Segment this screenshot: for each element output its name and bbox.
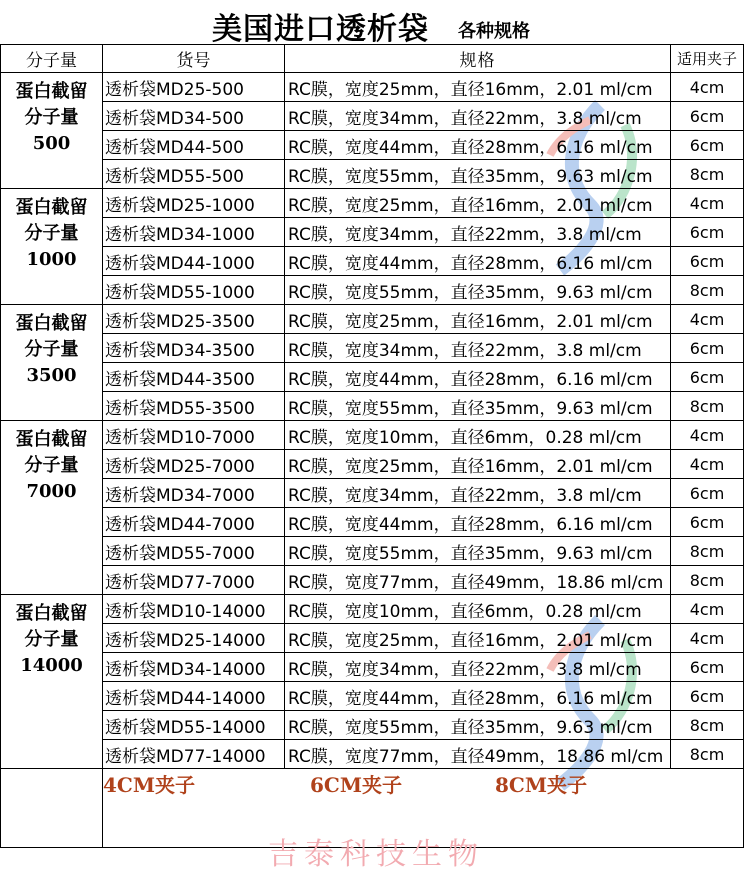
model-cell: 透析袋MD25-7000 xyxy=(103,450,285,479)
spec-cell: RC膜，宽度34mm，直径22mm，3.8 ml/cm xyxy=(285,218,671,247)
header-clip: 适用夹子 xyxy=(671,45,744,73)
table-body xyxy=(1,73,744,769)
table-row xyxy=(1,653,744,682)
mw-group-label-line: 3500 xyxy=(26,365,77,386)
clip-cell: 8cm xyxy=(671,711,744,740)
table-row xyxy=(1,73,744,102)
model-cell: 透析袋MD55-7000 xyxy=(103,537,285,566)
clip-cell: 6cm xyxy=(671,653,744,682)
header-row xyxy=(1,45,744,73)
page-title: 美国进口透析袋 xyxy=(212,12,429,47)
model-cell: 透析袋MD25-500 xyxy=(103,73,285,102)
model-cell: 透析袋MD55-14000 xyxy=(103,711,285,740)
clip-cell: 8cm xyxy=(671,537,744,566)
spec-cell: RC膜，宽度55mm，直径35mm，9.63 ml/cm xyxy=(285,711,671,740)
clip-label-8cm: 8CM夹子 xyxy=(495,773,587,797)
model-cell: 透析袋MD44-1000 xyxy=(103,247,285,276)
spec-cell: RC膜，宽度44mm，直径28mm，6.16 ml/cm xyxy=(285,682,671,711)
mw-group-label-line: 蛋白截留 xyxy=(15,429,88,450)
model-cell: 透析袋MD25-1000 xyxy=(103,189,285,218)
mw-group-label-line: 14000 xyxy=(20,655,83,676)
clip-cell: 4cm xyxy=(671,450,744,479)
clip-cell: 8cm xyxy=(671,740,744,769)
clip-cell: 4cm xyxy=(671,421,744,450)
model-cell: 透析袋MD34-500 xyxy=(103,102,285,131)
model-cell: 透析袋MD34-3500 xyxy=(103,334,285,363)
table-row xyxy=(1,392,744,421)
mw-group-label-line: 蛋白截留 xyxy=(15,81,88,102)
clip-label-6cm: 6CM夹子 xyxy=(310,773,402,797)
mw-group-label-line: 分子量 xyxy=(24,629,79,650)
table-row xyxy=(1,276,744,305)
model-cell: 透析袋MD10-14000 xyxy=(103,595,285,624)
model-cell: 透析袋MD77-14000 xyxy=(103,740,285,769)
spec-cell: RC膜，宽度34mm，直径22mm，3.8 ml/cm xyxy=(285,334,671,363)
table-row xyxy=(1,566,744,595)
spec-cell: RC膜，宽度10mm，直径6mm，0.28 ml/cm xyxy=(285,421,671,450)
spec-table xyxy=(0,44,744,848)
brand-watermark: 吉泰科技生物 xyxy=(268,837,484,872)
table-row xyxy=(1,595,744,624)
spec-cell: RC膜，宽度44mm，直径28mm，6.16 ml/cm xyxy=(285,363,671,392)
clip-cell: 8cm xyxy=(671,160,744,189)
spec-cell: RC膜，宽度44mm，直径28mm，6.16 ml/cm xyxy=(285,247,671,276)
model-cell: 透析袋MD55-3500 xyxy=(103,392,285,421)
clip-cell: 8cm xyxy=(671,276,744,305)
table-row xyxy=(1,247,744,276)
spec-cell: RC膜，宽度25mm，直径16mm，2.01 ml/cm xyxy=(285,73,671,102)
clip-cell: 6cm xyxy=(671,334,744,363)
clip-cell: 8cm xyxy=(671,566,744,595)
mw-group-label-line: 分子量 xyxy=(24,107,79,128)
spec-cell: RC膜，宽度55mm，直径35mm，9.63 ml/cm xyxy=(285,537,671,566)
clip-cell: 6cm xyxy=(671,479,744,508)
table-row xyxy=(1,305,744,334)
model-cell: 透析袋MD55-1000 xyxy=(103,276,285,305)
table-row xyxy=(1,682,744,711)
table-row xyxy=(1,537,744,566)
spec-cell: RC膜，宽度25mm，直径16mm，2.01 ml/cm xyxy=(285,305,671,334)
table-row xyxy=(1,421,744,450)
mw-group-label-line: 1000 xyxy=(26,249,77,270)
spec-cell: RC膜，宽度44mm，直径28mm，6.16 ml/cm xyxy=(285,131,671,160)
spec-cell: RC膜，宽度55mm，直径35mm，9.63 ml/cm xyxy=(285,276,671,305)
model-cell: 透析袋MD44-500 xyxy=(103,131,285,160)
model-cell: 透析袋MD44-14000 xyxy=(103,682,285,711)
table-row xyxy=(1,189,744,218)
mw-group-label-line: 分子量 xyxy=(24,223,79,244)
model-cell: 透析袋MD55-500 xyxy=(103,160,285,189)
clip-cell: 4cm xyxy=(671,305,744,334)
spec-cell: RC膜，宽度34mm，直径22mm，3.8 ml/cm xyxy=(285,102,671,131)
clip-cell: 4cm xyxy=(671,73,744,102)
spec-cell: RC膜，宽度55mm，直径35mm，9.63 ml/cm xyxy=(285,392,671,421)
clip-cell: 6cm xyxy=(671,682,744,711)
mw-group-label xyxy=(1,305,103,421)
clip-label-4cm: 4CM夹子 xyxy=(103,773,195,797)
model-cell: 透析袋MD44-3500 xyxy=(103,363,285,392)
model-cell: 透析袋MD77-7000 xyxy=(103,566,285,595)
spec-cell: RC膜，宽度34mm，直径22mm，3.8 ml/cm xyxy=(285,479,671,508)
clip-cell: 6cm xyxy=(671,508,744,537)
mw-group-label-line: 分子量 xyxy=(24,455,79,476)
spec-cell: RC膜，宽度77mm，直径49mm，18.86 ml/cm xyxy=(285,740,671,769)
model-cell: 透析袋MD34-1000 xyxy=(103,218,285,247)
model-cell: 透析袋MD25-3500 xyxy=(103,305,285,334)
table-row xyxy=(1,334,744,363)
table-row xyxy=(1,740,744,769)
table-row xyxy=(1,624,744,653)
footer-empty-cell xyxy=(1,769,103,848)
model-cell: 透析袋MD25-14000 xyxy=(103,624,285,653)
clip-cell: 6cm xyxy=(671,131,744,160)
page-subtitle: 各种规格 xyxy=(458,21,530,42)
table-row xyxy=(1,479,744,508)
table-row xyxy=(1,363,744,392)
spec-sheet xyxy=(0,44,745,848)
mw-group-label-line: 蛋白截留 xyxy=(15,603,88,624)
table-row xyxy=(1,102,744,131)
clip-cell: 4cm xyxy=(671,189,744,218)
clip-cell: 8cm xyxy=(671,392,744,421)
spec-cell: RC膜，宽度25mm，直径16mm，2.01 ml/cm xyxy=(285,189,671,218)
spec-cell: RC膜，宽度77mm，直径49mm，18.86 ml/cm xyxy=(285,566,671,595)
mw-group-label xyxy=(1,595,103,769)
mw-group-label xyxy=(1,421,103,595)
spec-cell: RC膜，宽度55mm，直径35mm，9.63 ml/cm xyxy=(285,160,671,189)
clip-cell: 6cm xyxy=(671,247,744,276)
mw-group-label-line: 7000 xyxy=(26,481,77,502)
mw-group-label-line: 分子量 xyxy=(24,339,79,360)
model-cell: 透析袋MD44-7000 xyxy=(103,508,285,537)
spec-cell: RC膜，宽度44mm，直径28mm，6.16 ml/cm xyxy=(285,508,671,537)
spec-cell: RC膜，宽度25mm，直径16mm，2.01 ml/cm xyxy=(285,450,671,479)
mw-group-label xyxy=(1,189,103,305)
table-row xyxy=(1,508,744,537)
clip-cell: 6cm xyxy=(671,102,744,131)
header-specs: 规格 xyxy=(285,45,671,73)
spec-cell: RC膜，宽度25mm，直径16mm，2.01 ml/cm xyxy=(285,624,671,653)
mw-group-label-line: 500 xyxy=(32,133,71,154)
table-row xyxy=(1,218,744,247)
clip-cell: 6cm xyxy=(671,218,744,247)
model-cell: 透析袋MD34-7000 xyxy=(103,479,285,508)
table-row xyxy=(1,450,744,479)
table-row xyxy=(1,711,744,740)
mw-group-label-line: 蛋白截留 xyxy=(15,197,88,218)
title-bar xyxy=(0,0,745,47)
model-cell: 透析袋MD10-7000 xyxy=(103,421,285,450)
spec-cell: RC膜，宽度10mm，直径6mm，0.28 ml/cm xyxy=(285,595,671,624)
table-row xyxy=(1,131,744,160)
spec-cell: RC膜，宽度34mm，直径22mm，3.8 ml/cm xyxy=(285,653,671,682)
clip-cell: 4cm xyxy=(671,624,744,653)
clip-cell: 4cm xyxy=(671,595,744,624)
clip-cell: 6cm xyxy=(671,363,744,392)
mw-group-label-line: 蛋白截留 xyxy=(15,313,88,334)
header-model: 货号 xyxy=(103,45,285,73)
model-cell: 透析袋MD34-14000 xyxy=(103,653,285,682)
mw-group-label xyxy=(1,73,103,189)
header-mw: 分子量 xyxy=(1,45,103,73)
table-row xyxy=(1,160,744,189)
